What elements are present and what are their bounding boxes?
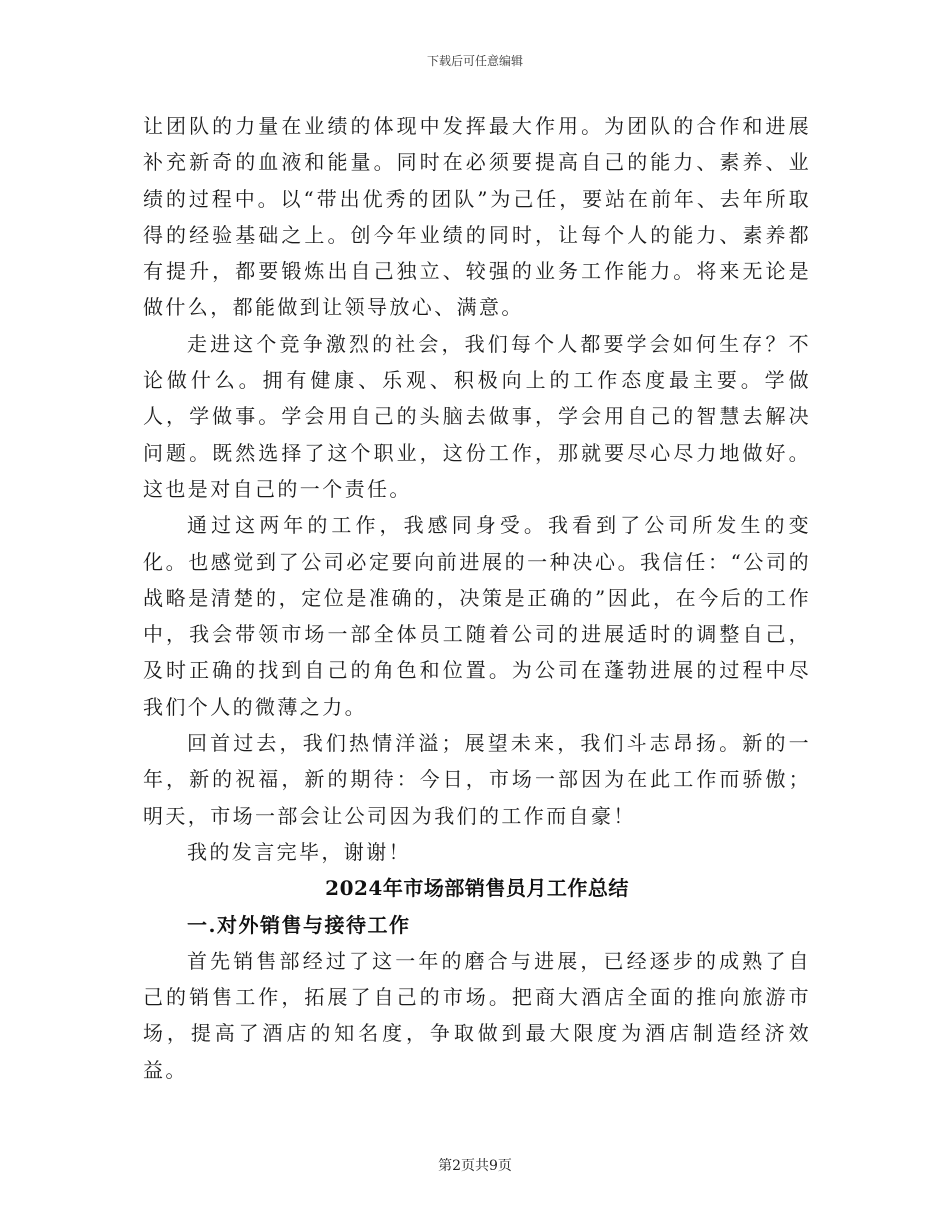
page-header: 下载后可任意编辑 [426,54,523,68]
paragraph-two-years-work: 通过这两年的工作，我感同身受。我看到了公司所发生的变化。也感觉到了公司必定要向前进展的一种决心。我信任：“公司的战略是清楚的，定位是准确的，决策是正确的”因此，在今后的工作中，我会带领市场一部全体员工随着公司的进展适时的调整自己，及时正确的找到自己的角色和位置。为公司在蓬勃进展的过程中尽我们个人的微薄之力。 [143,513,811,719]
paragraph-team-strength: 让团队的力量在业绩的体现中发挥最大作用。为团队的合作和进展补充新奇的血液和能量。同时在必须要提高自己的能力、素养、业绩的过程中。以“带出优秀的团队”为己任，要站在前年、去年所取得的经验基础之上。创今年业绩的同时，让每个人的能力、素养都有提升，都要锻炼出自己独立、较强的业务工作能力。将来无论是做什么，都能做到让领导放心、满意。 [143,114,811,320]
page-number: 第2页共9页 [438,1158,512,1174]
document-body [143,108,811,1088]
section-title: 2024年市场部销售员月工作总结 [325,876,629,901]
paragraph-looking-back: 回首过去，我们热情洋溢；展望未来，我们斗志昂扬。新的一年，新的祝福，新的期待：今日，市场一部因为在此工作而骄傲；明天，市场一部会让公司因为我们的工作而自豪！ [143,731,811,828]
paragraph-competitive-society: 走进这个竞争激烈的社会，我们每个人都要学会如何生存？不论做什么。拥有健康、乐观、积极向上的工作态度最主要。学做人，学做事。学会用自己的头脑去做事，学会用自己的智慧去解决问题。既然选择了这个职业，这份工作，那就要尽心尽力地做好。这也是对自己的一个责任。 [143,331,811,501]
subsection-title: 一.对外销售与接待工作 [187,912,411,937]
paragraph-sales-department: 首先销售部经过了这一年的磨合与进展，已经逐步的成熟了自己的销售工作，拓展了自己的市场。把商大酒店全面的推向旅游市场，提高了酒店的知名度，争取做到最大限度为酒店制造经济效益。 [143,948,811,1082]
paragraph-speech-end: 我的发言完毕，谢谢！ [187,839,411,864]
